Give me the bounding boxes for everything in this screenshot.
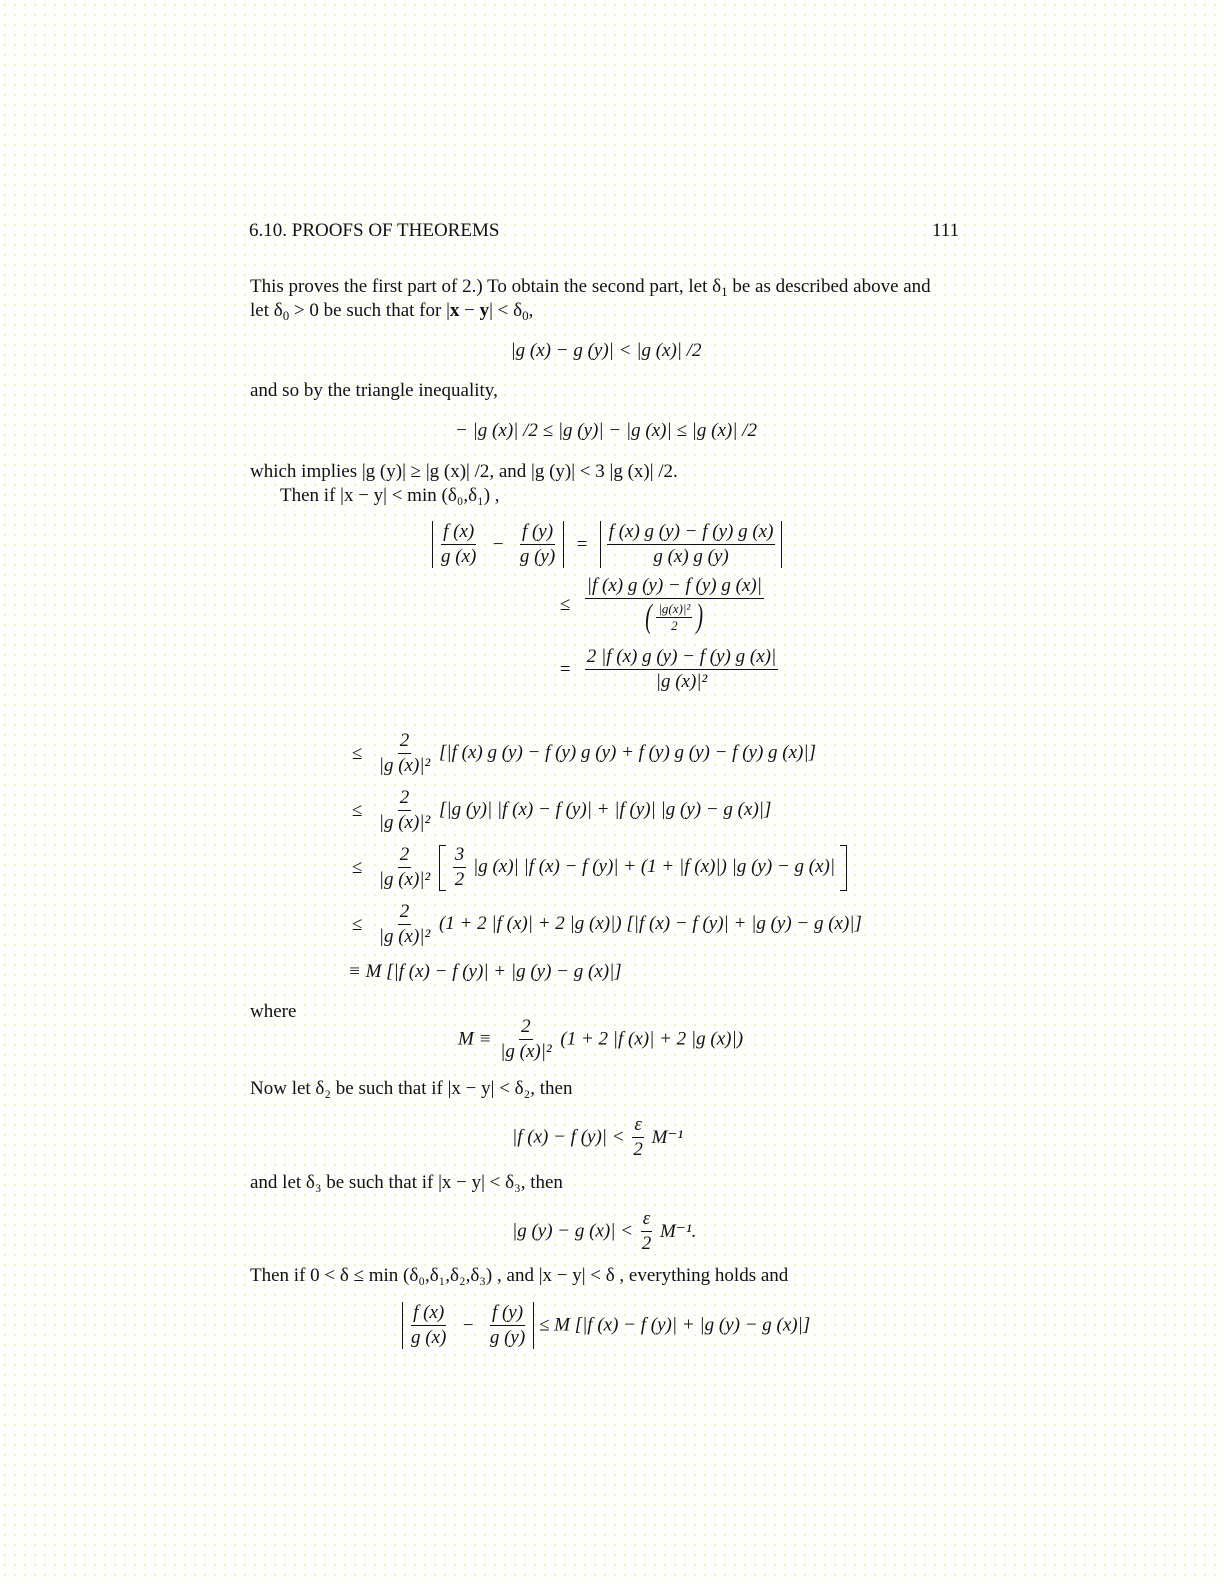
text: > 0 be such that for | [289, 300, 450, 321]
equation-block2-row3 [344, 844, 847, 891]
denominator: |g (x)|² [378, 755, 431, 776]
expression: M⁻¹. [660, 1221, 697, 1242]
paragraph-and-let: and let δ₃ be such that if |x − y| < δ₃, then [250, 1172, 563, 1193]
operator: − [491, 533, 505, 555]
paragraph-where: where [250, 1001, 297, 1022]
expression: M⁻¹ [651, 1127, 684, 1148]
paren-left: ( [645, 598, 653, 635]
operator: = [575, 533, 589, 555]
text: , [528, 300, 534, 321]
fraction [607, 521, 776, 568]
bracket-right [840, 845, 847, 891]
paragraph-implies: which implies |g (y)| ≥ |g (x)| /2, and |g (y)| < 3 |g (x)| /2. [250, 461, 678, 482]
equation-block1-row1 [432, 521, 782, 568]
paragraph-then-if: Then if |x − y| < min (δ₀,δ₁) , [280, 485, 500, 506]
fraction [377, 844, 432, 891]
text: be as described above and [727, 276, 931, 297]
equation-final [402, 1302, 810, 1349]
numerator: f (y) [490, 1302, 525, 1326]
absolute-value [432, 521, 564, 568]
fraction [409, 1302, 448, 1349]
denominator: g (x) [411, 1327, 447, 1348]
denominator: g (x) g (y) [653, 546, 729, 567]
fraction [585, 646, 778, 693]
text: − [459, 300, 480, 321]
fraction [518, 521, 557, 568]
paragraph-now-let: Now let δ₂ be such that if |x − y| < δ₂, then [250, 1078, 573, 1099]
numerator: 2 [519, 1016, 533, 1040]
paragraph-triangle: and so by the triangle inequality, [250, 380, 498, 401]
equation-f-bound [512, 1114, 683, 1161]
page-number: 111 [932, 220, 960, 241]
fraction [631, 1114, 645, 1161]
expression: |g (x)| |f (x) − f (y)| + (1 + |f (x)|) |g (y) − g (x)| [472, 855, 836, 877]
numerator: |f (x) g (y) − f (y) g (x)| [585, 575, 764, 599]
numerator: 3 [453, 844, 467, 868]
equation-block1-row2 [552, 575, 766, 634]
numerator: f (x) [441, 521, 476, 545]
expression: |f (x) − f (y)| < [512, 1126, 625, 1148]
numerator: 2 |f (x) g (y) − f (y) g (x)| [585, 646, 778, 670]
fraction [640, 1208, 654, 1255]
fraction [377, 787, 432, 834]
equation-block2-row1 [344, 730, 816, 777]
text: let δ [250, 300, 283, 321]
operator: ≤ [351, 856, 363, 878]
paren-right: ) [696, 598, 704, 635]
denominator: g (y) [489, 1327, 526, 1348]
equation-block2-row5: ≡ M [|f (x) − f (y)| + |g (y) − g (x)|] [348, 961, 622, 982]
vector-x: x [449, 300, 460, 321]
numerator: ε [641, 1208, 653, 1232]
numerator: 2 [398, 844, 412, 868]
numerator: f (x) [411, 1302, 446, 1326]
equation-block2-row4 [344, 901, 862, 948]
expression: (1 + 2 |f (x)| + 2 |g (x)|) [560, 1028, 744, 1050]
numerator: f (y) [520, 521, 555, 545]
numerator: f (x) g (y) − f (y) g (x) [607, 521, 776, 545]
denominator [641, 599, 708, 634]
bracket-left [439, 845, 446, 891]
expression: (1 + 2 |f (x)| + 2 |g (x)|) [|f (x) − f (y)| + |g (y) − g (x)|] [438, 912, 862, 934]
numerator: 2 [398, 787, 412, 811]
denominator: g (y) [519, 546, 556, 567]
operator: ≤ [351, 913, 363, 935]
denominator: |g (x)|² [378, 812, 431, 833]
operator: ≤ [351, 742, 363, 764]
expression: M ≡ [458, 1028, 492, 1050]
numerator: |g(x)|² [658, 600, 691, 616]
fraction [498, 1016, 553, 1063]
equation-1: |g (x) − g (y)| < |g (x)| /2 [510, 340, 702, 361]
denominator: 2 [671, 617, 678, 633]
text: | < δ [489, 300, 523, 321]
expression: [|f (x) g (y) − f (y) g (y) + f (y) g (y) − f (y) g (x)|] [438, 741, 816, 763]
operator: ≤ [559, 593, 571, 615]
denominator: |g (x)|² [378, 926, 431, 947]
subscript: 1 [721, 284, 728, 299]
equation-block1-row3 [552, 646, 780, 693]
denominator: |g (x)|² [378, 869, 431, 890]
vector-y: y [479, 300, 490, 321]
absolute-value [600, 521, 783, 568]
operator: − [461, 1314, 475, 1336]
fraction [585, 575, 764, 634]
running-header: 6.10. PROOFS OF THEOREMS [249, 220, 500, 241]
numerator: 2 [398, 901, 412, 925]
expression: [|g (y)| |f (x) − f (y)| + |f (y)| |g (y) − g (x)|] [438, 798, 772, 820]
numerator: ε [632, 1114, 644, 1138]
subscript: 0 [282, 308, 290, 323]
equation-g-bound [512, 1208, 696, 1255]
operator: = [558, 658, 572, 680]
denominator: g (x) [441, 546, 477, 567]
fraction [488, 1302, 527, 1349]
operator: ≤ [351, 799, 363, 821]
paragraph-then-if-final: Then if 0 < δ ≤ min (δ₀,δ₁,δ₂,δ₃) , and |x − y| < δ , everything holds and [250, 1265, 789, 1286]
denominator: 2 [641, 1233, 652, 1254]
paragraph-intro-line1 [250, 276, 931, 300]
fraction [377, 901, 432, 948]
paragraph-intro-line2 [250, 300, 533, 324]
numerator: 2 [398, 730, 412, 754]
subscript: 0 [522, 308, 529, 323]
equation-2: − |g (x)| /2 ≤ |g (y)| − |g (x)| ≤ |g (x)| /2 [455, 420, 757, 441]
expression: |g (y) − g (x)| < [512, 1220, 634, 1242]
denominator: 2 [454, 869, 465, 890]
text: This proves the first part of 2.) To obtain the second part, let δ [250, 276, 722, 297]
equation-block2-row2 [344, 787, 771, 834]
denominator: 2 [633, 1139, 643, 1160]
fraction [453, 844, 467, 891]
fraction [656, 602, 692, 633]
fraction [377, 730, 432, 777]
expression: ≤ M [|f (x) − f (y)| + |g (y) − g (x)|] [538, 1314, 811, 1336]
fraction [439, 521, 478, 568]
denominator: |g (x)|² [655, 671, 708, 692]
denominator: |g (x)|² [500, 1041, 552, 1062]
absolute-value [402, 1302, 534, 1349]
equation-M-definition [458, 1016, 743, 1063]
